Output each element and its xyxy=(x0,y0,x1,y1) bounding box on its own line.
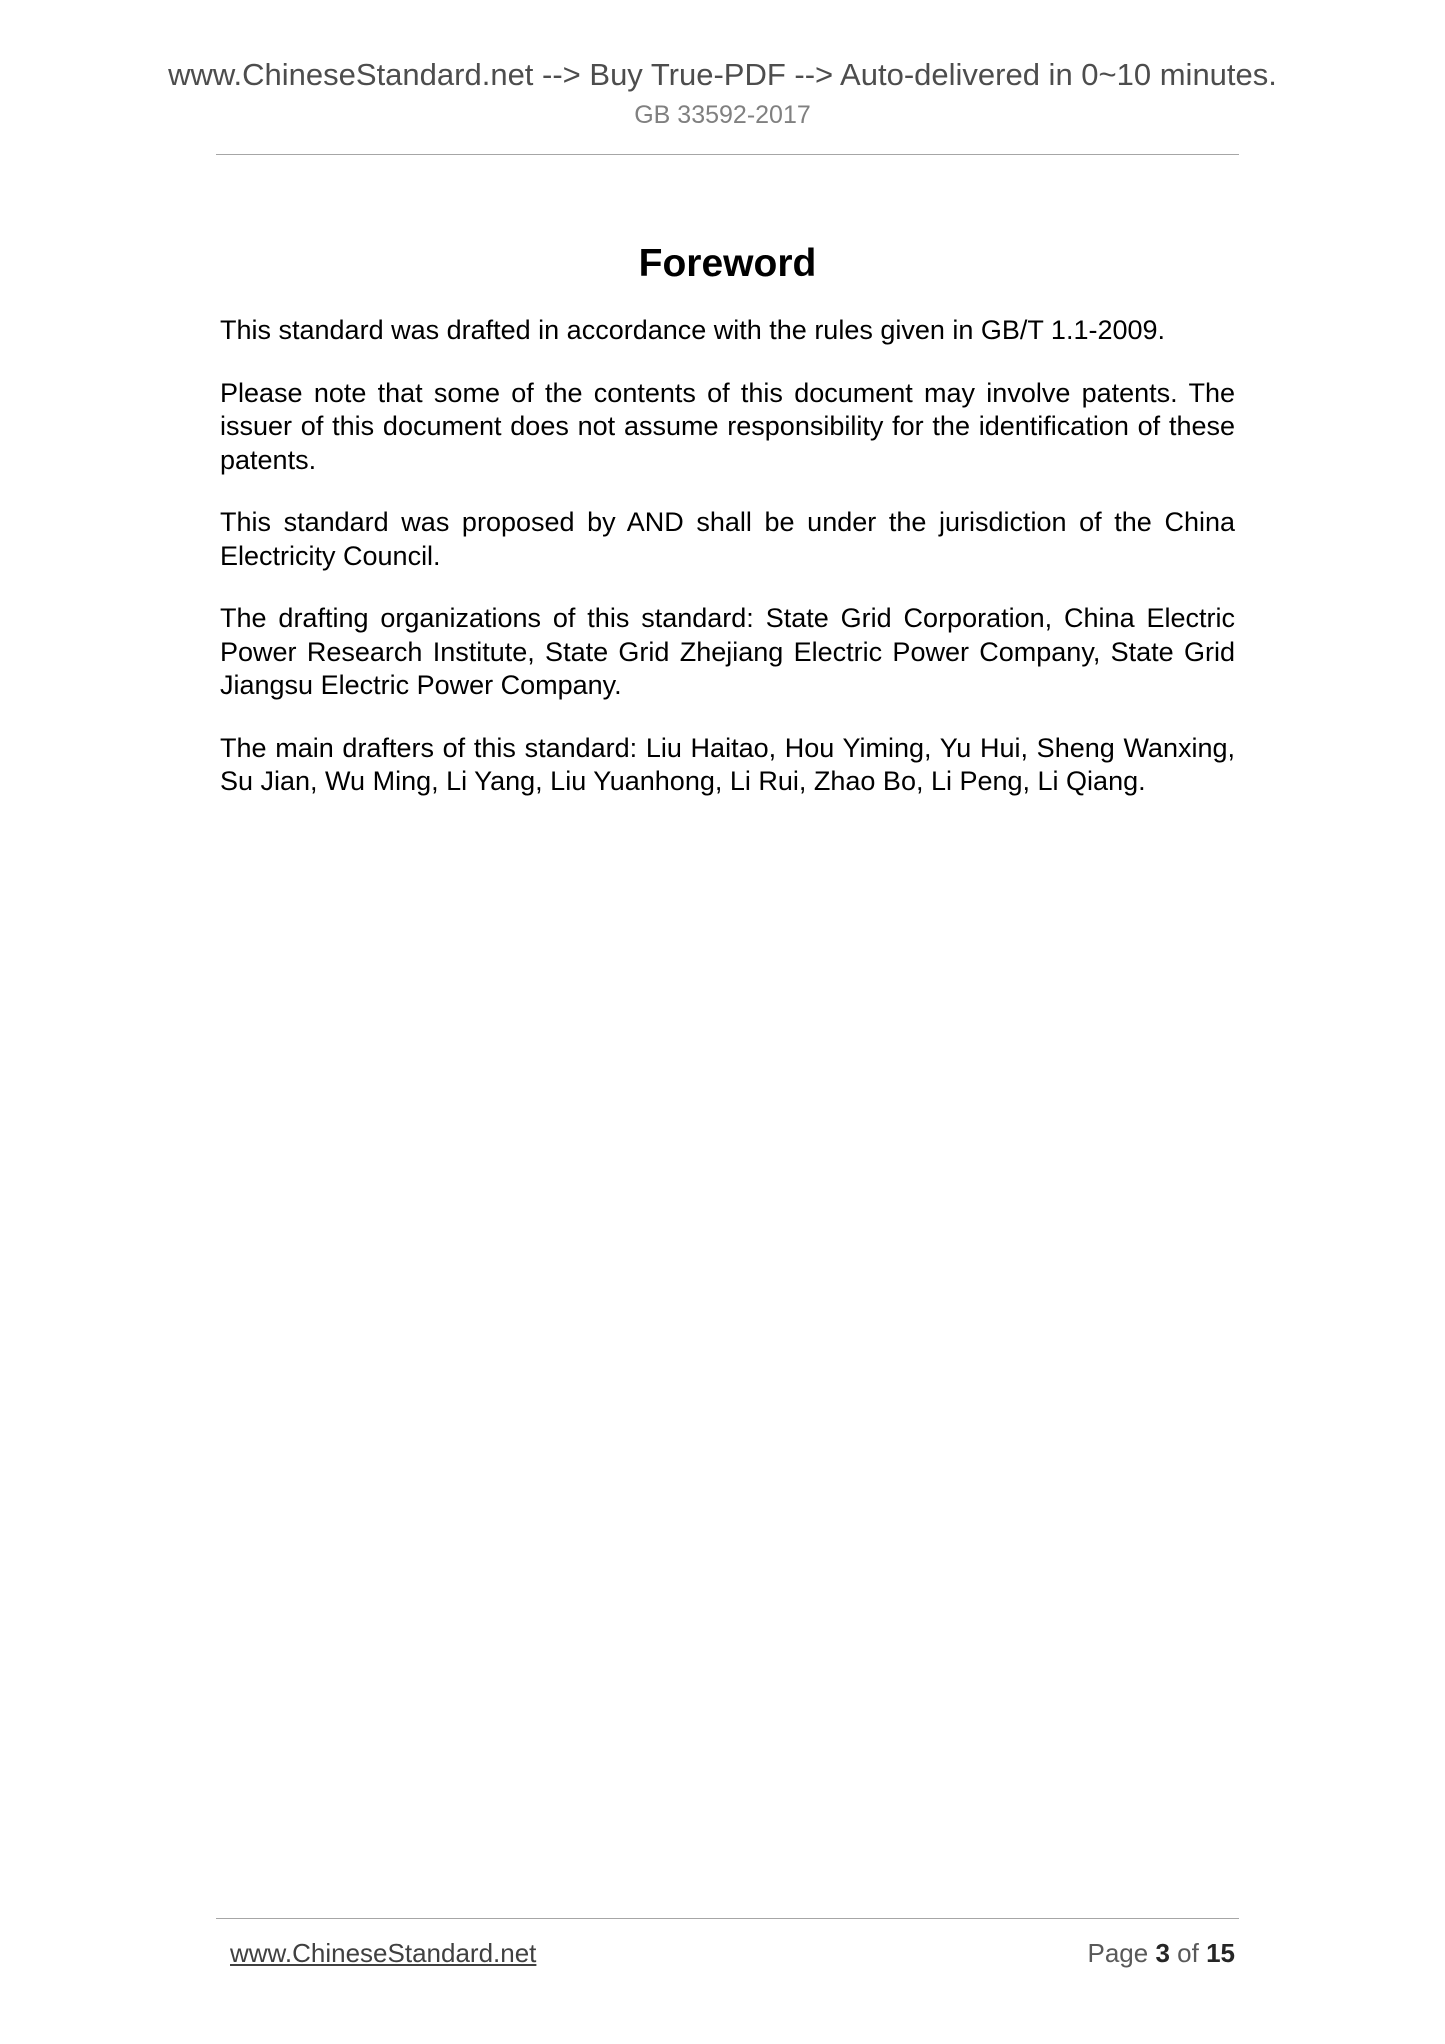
paragraph-proposer: This standard was proposed by AND shall be under the jurisdiction of the China Electricity Council. xyxy=(220,507,1235,571)
footer-website-link[interactable]: www.ChineseStandard.net xyxy=(230,1938,537,1968)
header-banner[interactable]: www.ChineseStandard.net --> Buy True-PDF --> Auto-delivered in 0~10 minutes. xyxy=(168,57,1277,92)
paragraph-drafting-organizations: The drafting organizations of this standard: State Grid Corporation, China Electric Power Research Institute, State Grid Zhejiang Electric Power Company, State Grid Jiangsu Electric Power Company. xyxy=(220,603,1235,700)
page-prefix: Page xyxy=(1087,1938,1149,1968)
page-total: 15 xyxy=(1206,1938,1235,1968)
document-body xyxy=(220,240,1235,828)
page-current: 3 xyxy=(1155,1938,1170,1968)
footer-divider xyxy=(216,1918,1239,1919)
paragraph-drafting-rules: This standard was drafted in accordance with the rules given in GB/T 1.1-2009. xyxy=(220,315,1166,345)
header-divider xyxy=(216,154,1239,155)
page-of: of xyxy=(1177,1938,1199,1968)
page-number xyxy=(1087,1937,1235,1969)
page-header xyxy=(0,56,1445,130)
paragraph-patents-notice: Please note that some of the contents of this document may involve patents. The issuer of this document does not assume responsibility for the identification of these patents. xyxy=(220,377,1235,475)
paragraph-main-drafters: The main drafters of this standard: Liu Haitao, Hou Yiming, Yu Hui, Sheng Wanxing, Su Jian, Wu Ming, Li Yang, Liu Yuanhong, Li Rui, Zhao Bo, Li Peng, Li Qiang. xyxy=(220,732,1235,796)
page-title: Foreword xyxy=(638,242,817,285)
standard-code: GB 33592-2017 xyxy=(634,101,811,129)
